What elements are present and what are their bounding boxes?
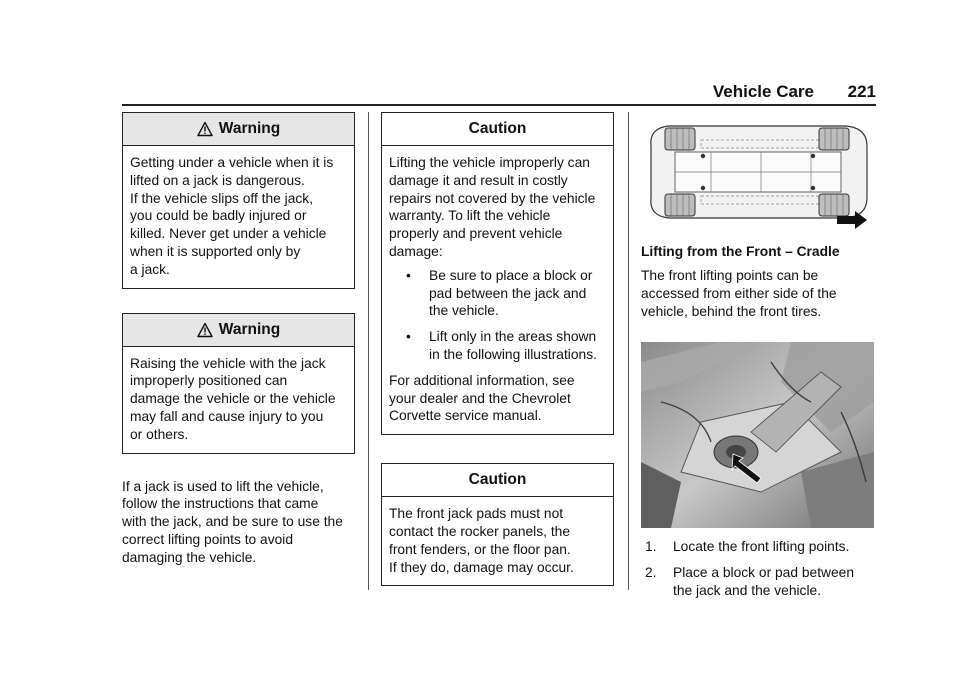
warning-title: Warning (218, 120, 281, 137)
warning-header (123, 113, 354, 146)
section-title: Vehicle Care (712, 82, 814, 101)
step-number: 1. (645, 539, 657, 555)
vehicle-underside-diagram (641, 112, 874, 234)
list-item: 2. Place a block or pad between the jack and the vehicle. (645, 565, 855, 598)
warning-body (123, 347, 354, 453)
list-item: • Lift only in the areas shown in the following illustrations. (406, 329, 597, 362)
caution-box-2 (381, 463, 614, 586)
bullet: • (406, 329, 411, 345)
step-number: 2. (645, 565, 657, 581)
warning-icon (197, 322, 213, 338)
jack-instructions-paragraph: If a jack is used to lift the vehicle, follow the instructions that came with the jack, and be sure to use the correct lifting points to avoid damaging the vehicle. (122, 478, 343, 565)
page-header (122, 82, 876, 106)
front-lifting-paragraph: The front lifting points can be accessed from either side of the vehicle, behind the front tires. (641, 268, 837, 319)
page-number: 221 (847, 82, 876, 101)
warning-header (123, 314, 354, 347)
warning-box-1 (122, 112, 355, 289)
warning-icon (197, 121, 213, 137)
caution-outro: For additional information, see your dealer and the Chevrolet Corvette service manual. (389, 372, 575, 424)
front-cradle-photo (641, 342, 874, 528)
caution-intro: Lifting the vehicle improperly can damage it and result in costly repairs not covered by the vehicle warranty. To lift the vehicle properly and prevent vehicle damage: (389, 155, 596, 259)
steps-list (641, 538, 876, 599)
bullet: • (406, 267, 411, 283)
warning-box-2 (122, 313, 355, 454)
column-right (641, 112, 876, 608)
warning-title: Warning (218, 320, 281, 338)
caution-box-1 (381, 112, 614, 435)
caution-text: The front jack pads must not contact the rocker panels, the front fenders, or the floor pan. If they do, damage may occur. (389, 506, 574, 575)
column-divider (628, 112, 629, 590)
column-divider (368, 112, 369, 590)
caution-bullet-list (389, 267, 606, 364)
caution-header: Caution (382, 464, 613, 497)
caution-body (382, 146, 613, 434)
list-item: 1. Locate the front lifting points. (645, 539, 850, 555)
column-middle (381, 112, 614, 610)
warning-text: Raising the vehicle with the jack improperly positioned can damage the vehicle or the vehicle may fall and cause injury to you or others. (130, 355, 336, 442)
caution-body (382, 497, 613, 585)
warning-text: Getting under a vehicle when it is lifted on a jack is dangerous. If the vehicle slips off the jack, you could be badly injured or killed. Never get under a vehicle when it is supported only by a jack. (130, 155, 334, 277)
column-left (122, 112, 355, 567)
section-subheading: Lifting from the Front – Cradle (641, 244, 840, 259)
list-item: • Be sure to place a block or pad between the jack and the vehicle. (406, 267, 593, 319)
caution-header: Caution (382, 113, 613, 146)
warning-body (123, 146, 354, 288)
